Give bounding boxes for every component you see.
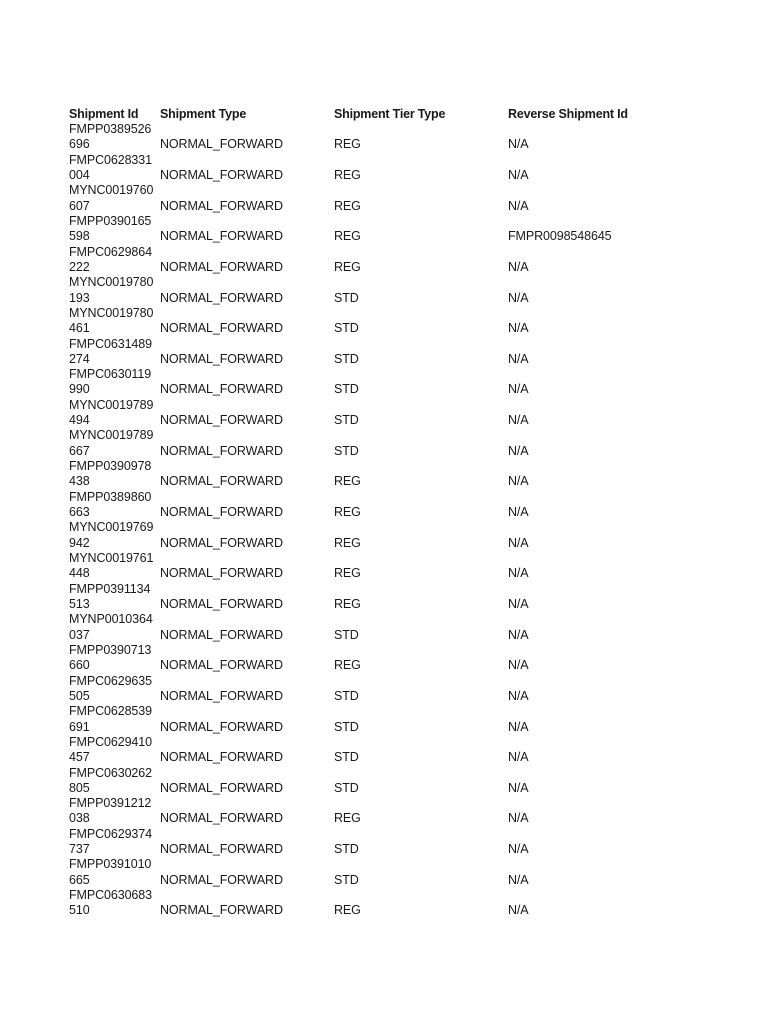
cell-shipment-id [68,459,159,490]
shipment-id-line-1: FMPP0390165 [69,213,152,228]
shipment-id-line-2: 513 [69,596,90,611]
cell-shipment-tier-type: REG [334,474,361,489]
cell-shipment-id [68,704,159,735]
cell-shipment-type: NORMAL_FORWARD [160,780,283,795]
cell-shipment-tier-type: REG [334,137,361,152]
cell-shipment-tier-type: REG [334,198,361,213]
shipment-table [68,104,687,919]
cell-shipment-type: NORMAL_FORWARD [160,750,283,765]
cell-shipment-tier-type: STD [334,627,359,642]
cell-shipment-id [68,674,159,705]
table-row [68,459,687,490]
cell-reverse-shipment-id: N/A [508,688,529,703]
table-row [68,367,687,398]
cell-shipment-tier-type: REG [334,535,361,550]
cell-shipment-tier-type: STD [334,750,359,765]
cell-shipment-id [68,551,159,582]
header-shipment-id: Shipment Id [69,107,139,121]
shipment-id-line-1: FMPC0629410 [69,734,152,749]
shipment-id-line-1: FMPP0391010 [69,857,152,872]
cell-shipment-type: NORMAL_FORWARD [160,474,283,489]
cell-reverse-shipment-id: N/A [508,627,529,642]
table-row [68,765,687,796]
shipment-id-line-1: FMPC0629635 [69,673,152,688]
table-row [68,214,687,245]
cell-shipment-tier-type: REG [334,566,361,581]
table-row [68,428,687,459]
shipment-id-line-1: FMPP0389860 [69,489,152,504]
cell-shipment-tier-type: REG [334,658,361,673]
cell-reverse-shipment-id: N/A [508,903,529,918]
shipment-id-line-1: MYNP0010364 [69,612,153,627]
table-row [68,520,687,551]
cell-shipment-tier-type: STD [334,443,359,458]
cell-shipment-type: NORMAL_FORWARD [160,596,283,611]
shipment-id-line-2: 448 [69,566,90,581]
shipment-id-line-1: FMPC0628539 [69,704,152,719]
cell-shipment-id [68,735,159,766]
cell-reverse-shipment-id: N/A [508,167,529,182]
cell-shipment-type: NORMAL_FORWARD [160,505,283,520]
shipment-id-line-1: FMPC0630119 [69,367,152,382]
shipment-id-line-1: FMPP0391134 [69,581,151,596]
cell-shipment-tier-type: STD [334,688,359,703]
cell-shipment-type: NORMAL_FORWARD [160,903,283,918]
table-row [68,735,687,766]
shipment-id-line-2: 696 [69,137,90,152]
cell-reverse-shipment-id: N/A [508,780,529,795]
table-row [68,643,687,674]
shipment-id-line-2: 274 [69,351,90,366]
cell-reverse-shipment-id: N/A [508,719,529,734]
cell-shipment-type: NORMAL_FORWARD [160,872,283,887]
table-row [68,674,687,705]
cell-shipment-id [68,398,159,429]
shipment-id-line-2: 004 [69,167,90,182]
cell-shipment-tier-type: REG [334,505,361,520]
shipment-id-line-1: FMPP0390713 [69,642,152,657]
shipment-id-line-1: FMPC0628331 [69,152,152,167]
shipment-id-line-2: 663 [69,505,90,520]
cell-reverse-shipment-id: N/A [508,535,529,550]
cell-shipment-id [68,214,159,245]
shipment-id-line-2: 438 [69,474,90,489]
table-body [68,122,687,919]
shipment-id-line-2: 222 [69,259,90,274]
cell-shipment-tier-type: STD [334,351,359,366]
cell-reverse-shipment-id: N/A [508,658,529,673]
cell-shipment-id [68,306,159,337]
cell-shipment-id [68,520,159,551]
table-row [68,827,687,858]
shipment-id-line-1: FMPP0391212 [69,796,152,811]
cell-shipment-id [68,796,159,827]
cell-shipment-id [68,827,159,858]
cell-shipment-id [68,612,159,643]
cell-shipment-tier-type: STD [334,780,359,795]
cell-reverse-shipment-id: N/A [508,505,529,520]
cell-reverse-shipment-id: N/A [508,259,529,274]
cell-shipment-type: NORMAL_FORWARD [160,321,283,336]
cell-shipment-id [68,582,159,613]
cell-shipment-tier-type: REG [334,259,361,274]
shipment-id-line-2: 038 [69,811,90,826]
header-reverse-shipment-id: Reverse Shipment Id [508,107,628,121]
cell-shipment-type: NORMAL_FORWARD [160,351,283,366]
header-row [68,104,687,122]
shipment-id-line-2: 193 [69,290,90,305]
table-row [68,398,687,429]
cell-shipment-type: NORMAL_FORWARD [160,811,283,826]
table-row [68,857,687,888]
shipment-id-line-1: MYNC0019761 [69,551,154,566]
cell-reverse-shipment-id: N/A [508,474,529,489]
shipment-id-line-2: 457 [69,750,90,765]
table-row [68,490,687,521]
shipment-id-line-1: FMPC0630262 [69,765,152,780]
header-shipment-type: Shipment Type [160,107,247,121]
cell-shipment-type: NORMAL_FORWARD [160,842,283,857]
cell-shipment-id [68,643,159,674]
cell-shipment-type: NORMAL_FORWARD [160,290,283,305]
table-row [68,153,687,184]
table-row [68,122,687,153]
table-row [68,245,687,276]
shipment-id-line-2: 505 [69,688,90,703]
cell-shipment-tier-type: STD [334,290,359,305]
shipment-id-line-1: FMPC0630683 [69,888,152,903]
table-row [68,306,687,337]
cell-shipment-id [68,183,159,214]
shipment-id-line-2: 737 [69,842,90,857]
shipment-id-line-2: 805 [69,780,90,795]
shipment-id-line-2: 665 [69,872,90,887]
cell-shipment-id [68,428,159,459]
cell-shipment-type: NORMAL_FORWARD [160,627,283,642]
cell-shipment-tier-type: STD [334,872,359,887]
cell-shipment-id [68,888,159,919]
header-shipment-tier-type: Shipment Tier Type [334,107,446,121]
shipment-sheet [68,104,687,919]
table-row [68,704,687,735]
cell-shipment-type: NORMAL_FORWARD [160,167,283,182]
shipment-id-line-2: 598 [69,229,90,244]
cell-shipment-tier-type: REG [334,596,361,611]
cell-shipment-type: NORMAL_FORWARD [160,535,283,550]
shipment-id-line-2: 510 [69,903,90,918]
cell-shipment-tier-type: STD [334,413,359,428]
cell-reverse-shipment-id: N/A [508,566,529,581]
table-row [68,336,687,367]
cell-reverse-shipment-id: N/A [508,321,529,336]
shipment-id-line-1: MYNC0019780 [69,275,154,290]
cell-shipment-type: NORMAL_FORWARD [160,658,283,673]
cell-shipment-id [68,765,159,796]
cell-shipment-tier-type: STD [334,321,359,336]
table-row [68,888,687,919]
cell-reverse-shipment-id: N/A [508,842,529,857]
cell-shipment-type: NORMAL_FORWARD [160,198,283,213]
cell-reverse-shipment-id: FMPR0098548645 [508,229,612,244]
cell-reverse-shipment-id: N/A [508,750,529,765]
cell-shipment-type: NORMAL_FORWARD [160,413,283,428]
shipment-id-line-1: MYNC0019789 [69,428,154,443]
cell-reverse-shipment-id: N/A [508,413,529,428]
cell-reverse-shipment-id: N/A [508,290,529,305]
cell-shipment-type: NORMAL_FORWARD [160,566,283,581]
cell-reverse-shipment-id: N/A [508,382,529,397]
shipment-id-line-1: FMPC0629864 [69,244,152,259]
cell-shipment-tier-type: REG [334,903,361,918]
shipment-id-line-1: MYNC0019780 [69,305,154,320]
shipment-id-line-2: 037 [69,627,90,642]
shipment-id-line-2: 667 [69,443,90,458]
cell-shipment-type: NORMAL_FORWARD [160,719,283,734]
cell-shipment-type: NORMAL_FORWARD [160,259,283,274]
cell-shipment-tier-type: REG [334,811,361,826]
cell-shipment-tier-type: STD [334,842,359,857]
shipment-id-line-1: MYNC0019769 [69,520,154,535]
cell-shipment-id [68,275,159,306]
shipment-id-line-2: 607 [69,198,90,213]
cell-shipment-tier-type: REG [334,229,361,244]
table-row [68,275,687,306]
table-header [68,104,687,122]
cell-shipment-type: NORMAL_FORWARD [160,688,283,703]
shipment-id-line-1: FMPP0390978 [69,459,152,474]
shipment-id-line-1: FMPP0389526 [69,122,152,137]
table-row [68,582,687,613]
cell-shipment-type: NORMAL_FORWARD [160,443,283,458]
cell-shipment-id [68,245,159,276]
shipment-id-line-2: 461 [69,321,90,336]
shipment-id-line-1: FMPC0631489 [69,336,152,351]
cell-reverse-shipment-id: N/A [508,198,529,213]
cell-reverse-shipment-id: N/A [508,596,529,611]
shipment-id-line-1: MYNC0019789 [69,397,154,412]
cell-reverse-shipment-id: N/A [508,137,529,152]
cell-shipment-type: NORMAL_FORWARD [160,382,283,397]
cell-reverse-shipment-id: N/A [508,872,529,887]
cell-shipment-id [68,857,159,888]
cell-reverse-shipment-id: N/A [508,443,529,458]
cell-reverse-shipment-id: N/A [508,351,529,366]
cell-shipment-id [68,153,159,184]
table-row [68,612,687,643]
cell-shipment-id [68,367,159,398]
shipment-id-line-2: 494 [69,413,90,428]
shipment-id-line-1: MYNC0019760 [69,183,154,198]
cell-shipment-id [68,490,159,521]
shipment-id-line-2: 691 [69,719,90,734]
shipment-id-line-2: 942 [69,535,90,550]
table-row [68,796,687,827]
table-row [68,551,687,582]
cell-shipment-tier-type: STD [334,719,359,734]
cell-shipment-type: NORMAL_FORWARD [160,137,283,152]
cell-shipment-tier-type: STD [334,382,359,397]
cell-shipment-id [68,336,159,367]
shipment-id-line-2: 660 [69,658,90,673]
shipment-id-line-1: FMPC0629374 [69,826,152,841]
table-row [68,183,687,214]
shipment-id-line-2: 990 [69,382,90,397]
cell-shipment-type: NORMAL_FORWARD [160,229,283,244]
cell-shipment-id [68,122,159,153]
cell-reverse-shipment-id: N/A [508,811,529,826]
cell-shipment-tier-type: REG [334,167,361,182]
